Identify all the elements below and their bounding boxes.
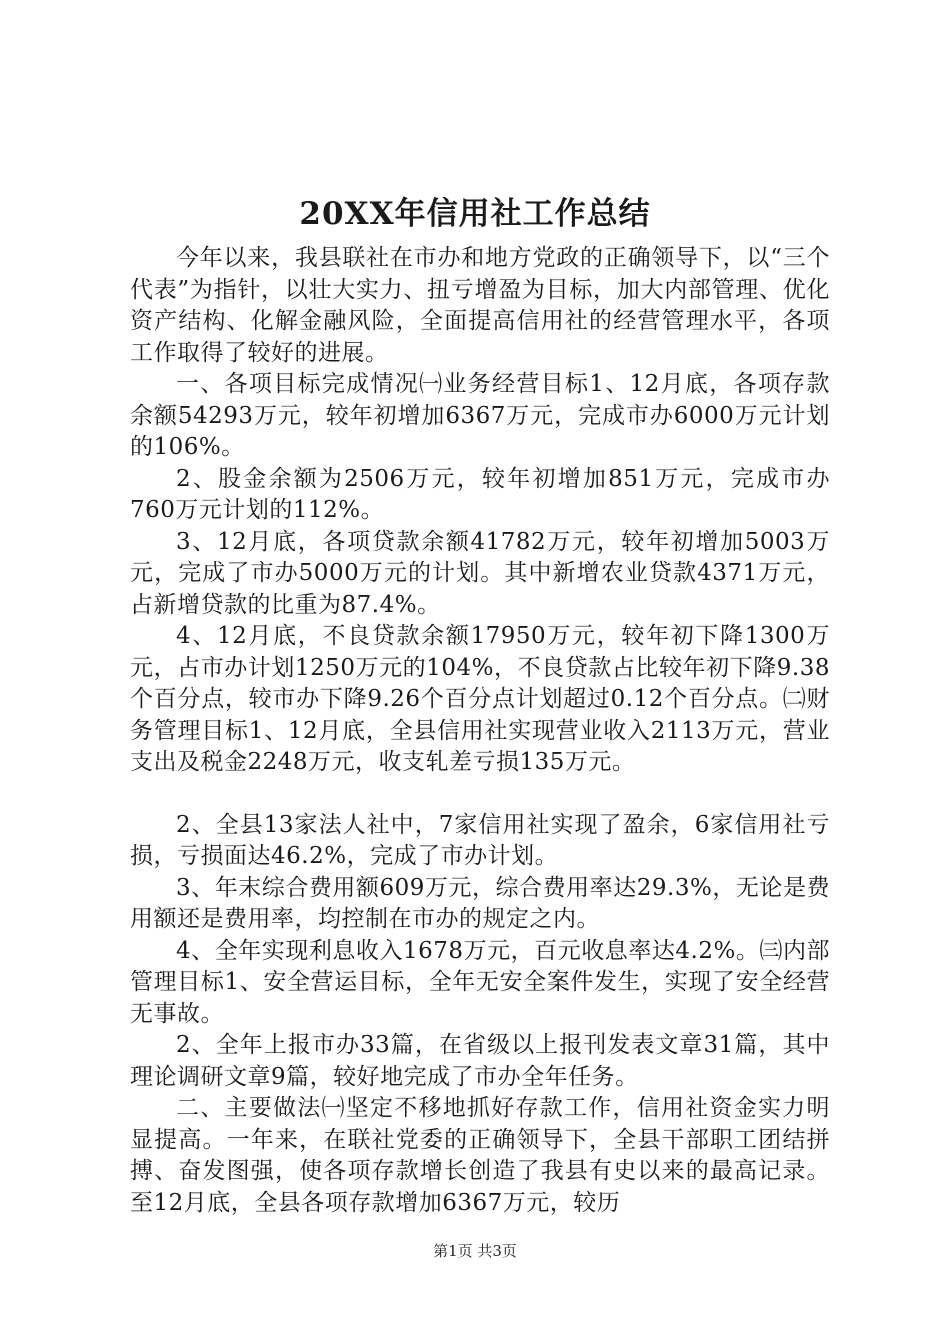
paragraph-section-1-item-3: 3、12月底，各项贷款余额41782万元，较年初增加5003万元，完成了市办5000万元的计划。其中新增农业贷款4371万元，占新增贷款的比重为87.4%。 [130, 528, 830, 618]
paragraph-finance-item-3: 3、年末综合费用额609万元，综合费用率达29.3%，无论是费用额还是费用率，均控制在市办的规定之内。 [130, 874, 830, 932]
paragraph-section-1-item-1: 一、各项目标完成情况㈠业务经营目标1、12月底，各项存款余额54293万元，较年初增加6367万元，完成市办6000万元计划的106%。 [130, 371, 830, 460]
paragraph-section-2: 二、主要做法㈠坚定不移地抓好存款工作，信用社资金实力明显提高。一年来，在联社党委的正确领导下，全县干部职工团结拼搏、奋发图强，使各项存款增长创造了我县有史以来的最高记录。至12月底，全县各项存款增加6367万元，较历 [130, 1095, 830, 1216]
page-number-footer: 第1页 共3页 [433, 1242, 517, 1260]
document-body [130, 243, 830, 1219]
paragraph-section-1-item-2: 2、股金余额为2506万元，较年初增加851万元，完成市办760万元计划的112%。 [130, 465, 830, 523]
paragraph-section-1-item-4: 4、12月底，不良贷款余额17950万元，较年初下降1300万元，占市办计划1250万元的104%，不良贷款占比较年初下降9.38个百分点，较市办下降9.26个百分点计划超过0.12个百分点。㈡财务管理目标1、12月底，全县信用社实现营业收入2113万元，营业支出及税金2248万元，收支轧差亏损135万元。 [130, 623, 830, 775]
paragraph-gap [130, 779, 830, 810]
paragraph-finance-item-4: 4、全年实现利息收入1678万元，百元收息率达4.2%。㈢内部管理目标1、安全营运目标，全年无安全案件发生，实现了安全经营无事故。 [130, 937, 830, 1027]
document-title: 20XX年信用社工作总结 [299, 196, 651, 232]
paragraph-finance-item-2: 2、全县13家法人社中，7家信用社实现了盈余，6家信用社亏损，亏损面达46.2%，完成了市办计划。 [130, 811, 830, 869]
paragraph-intro: 今年以来，我县联社在市办和地方党政的正确领导下，以“三个代表”为指针，以壮大实力、扭亏增盈为目标，加大内部管理、优化资产结构、化解金融风险，全面提高信用社的经营管理水平，各项工作取得了较好的进展。 [130, 245, 830, 366]
paragraph-management-item-2: 2、全年上报市办33篇，在省级以上报刊发表文章31篇，其中理论调研文章9篇，较好地完成了市办全年任务。 [130, 1032, 830, 1090]
